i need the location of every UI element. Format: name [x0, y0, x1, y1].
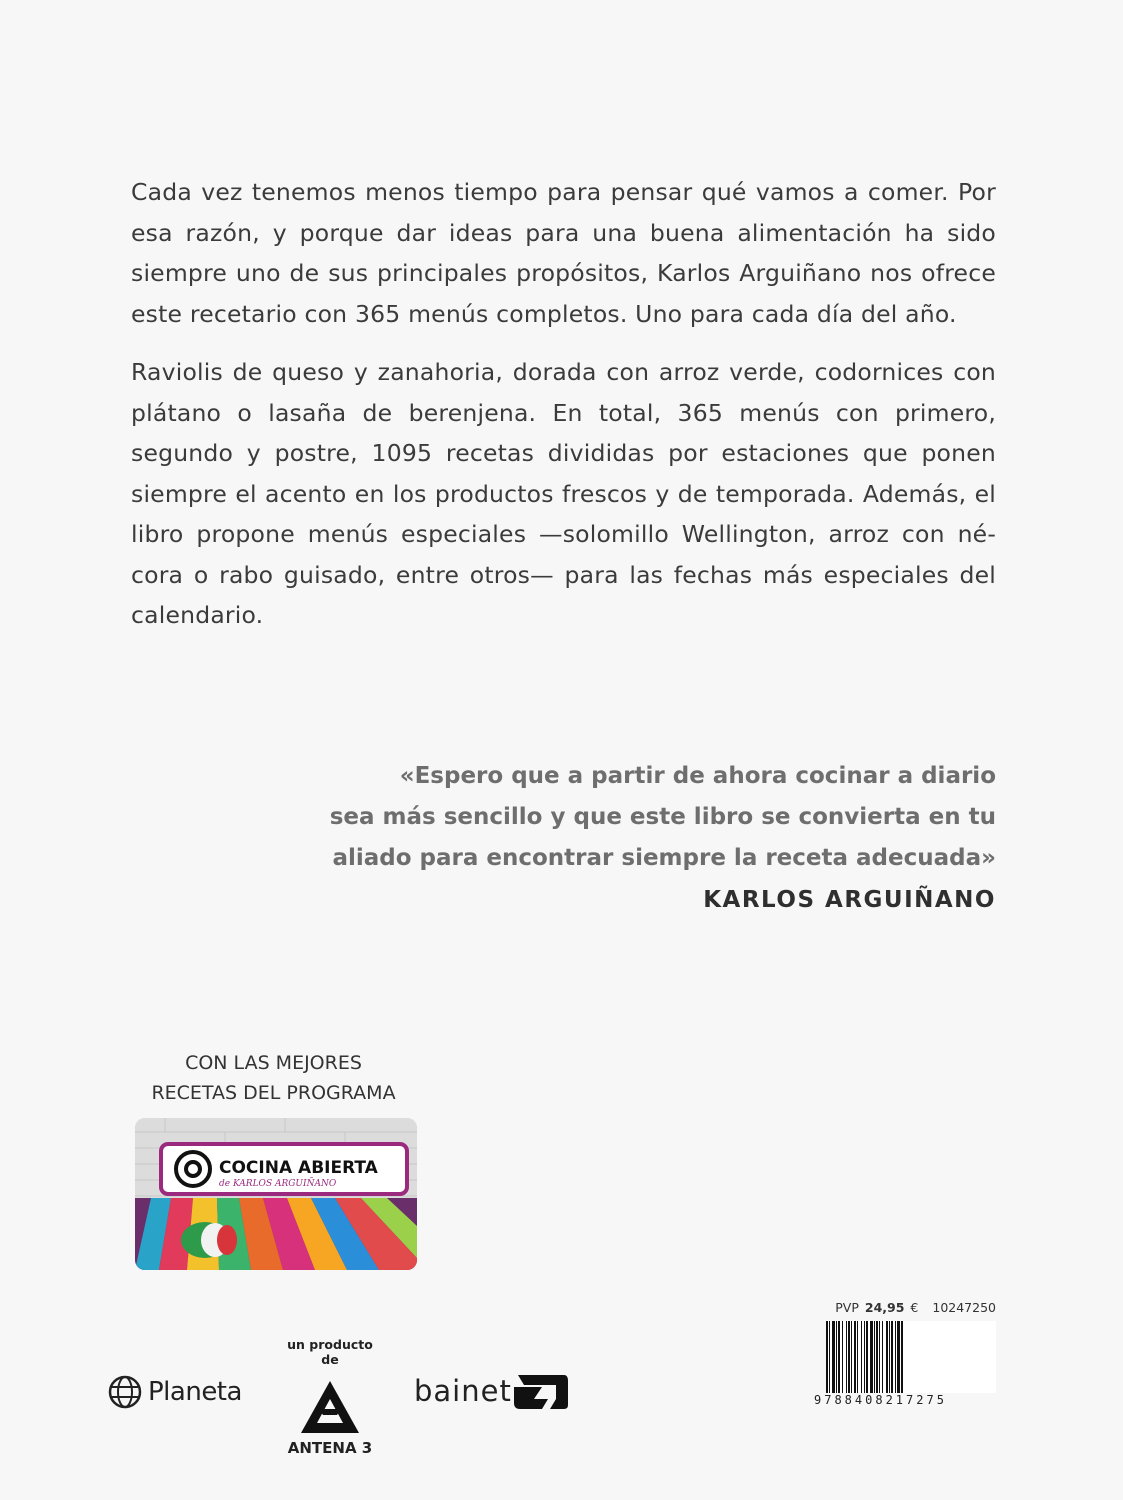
product-code: 10247250: [932, 1300, 996, 1315]
quote-line-3: aliado para encontrar siempre la receta adecuada»: [332, 845, 996, 871]
show-subtitle: de KARLOS ARGUIÑANO: [219, 1179, 337, 1189]
bainet-mark-icon: [512, 1371, 570, 1411]
bainet-logo: [414, 1371, 570, 1411]
promo-line-1: CON LAS MEJORES: [185, 1052, 362, 1074]
producto-label: un producto de: [287, 1337, 373, 1367]
pvp-label: PVP: [835, 1300, 859, 1315]
antena3-block: [278, 1337, 382, 1457]
back-cover-blurb: [131, 172, 996, 654]
price-row: [810, 1300, 996, 1315]
quote-line-2: sea más sencillo y que este libro se convierta en tu: [329, 804, 996, 830]
planeta-logo: [108, 1375, 242, 1409]
antena3-wordmark: ANTENA 3: [287, 1439, 373, 1457]
author-quote: [296, 756, 996, 913]
bainet-wordmark: bainet: [414, 1374, 512, 1408]
planeta-globe-icon: [108, 1375, 142, 1409]
quote-author: KARLOS ARGUIÑANO: [703, 887, 996, 913]
quote-line-1: «Espero que a partir de ahora cocinar a diario: [399, 763, 996, 789]
isbn-number: 9788408217275: [814, 1393, 996, 1407]
cocina-abierta-show-image: [135, 1118, 417, 1270]
blurb-paragraph-1: Cada vez tenemos menos tiempo para pensar qué vamos a comer. Por esa razón, y porque dar ideas para una buena alimentación ha sido siempre uno de sus principales propósitos, Karlos Arguiñano nos ofrece este recetario con 365 menús completos. Uno para cada día del año.: [131, 178, 996, 328]
show-title: COCINA ABIERTA: [219, 1158, 378, 1178]
antena3-logo-icon: [299, 1379, 361, 1435]
blurb-paragraph-2: Raviolis de queso y zanahoria, dorada con arroz verde, codornices con plátano o lasaña de berenjena. En total, 365 menús con primero, segundo y postre, 1095 recetas divididas por estaciones que ponen siempre el acento en los productos frescos y de temporada. Además, el libro propone menús especiales —solomillo Wellington, arroz con né-cora o rabo guisado, entre otros— para las fechas más especiales del calendario.: [131, 358, 996, 629]
currency-symbol: €: [910, 1300, 919, 1315]
promo-line-2: RECETAS DEL PROGRAMA: [151, 1082, 396, 1104]
program-promo: [131, 1048, 416, 1108]
planeta-wordmark: Planeta: [148, 1377, 242, 1407]
barcode-block: [810, 1300, 996, 1407]
price-value: 24,95: [864, 1300, 905, 1315]
